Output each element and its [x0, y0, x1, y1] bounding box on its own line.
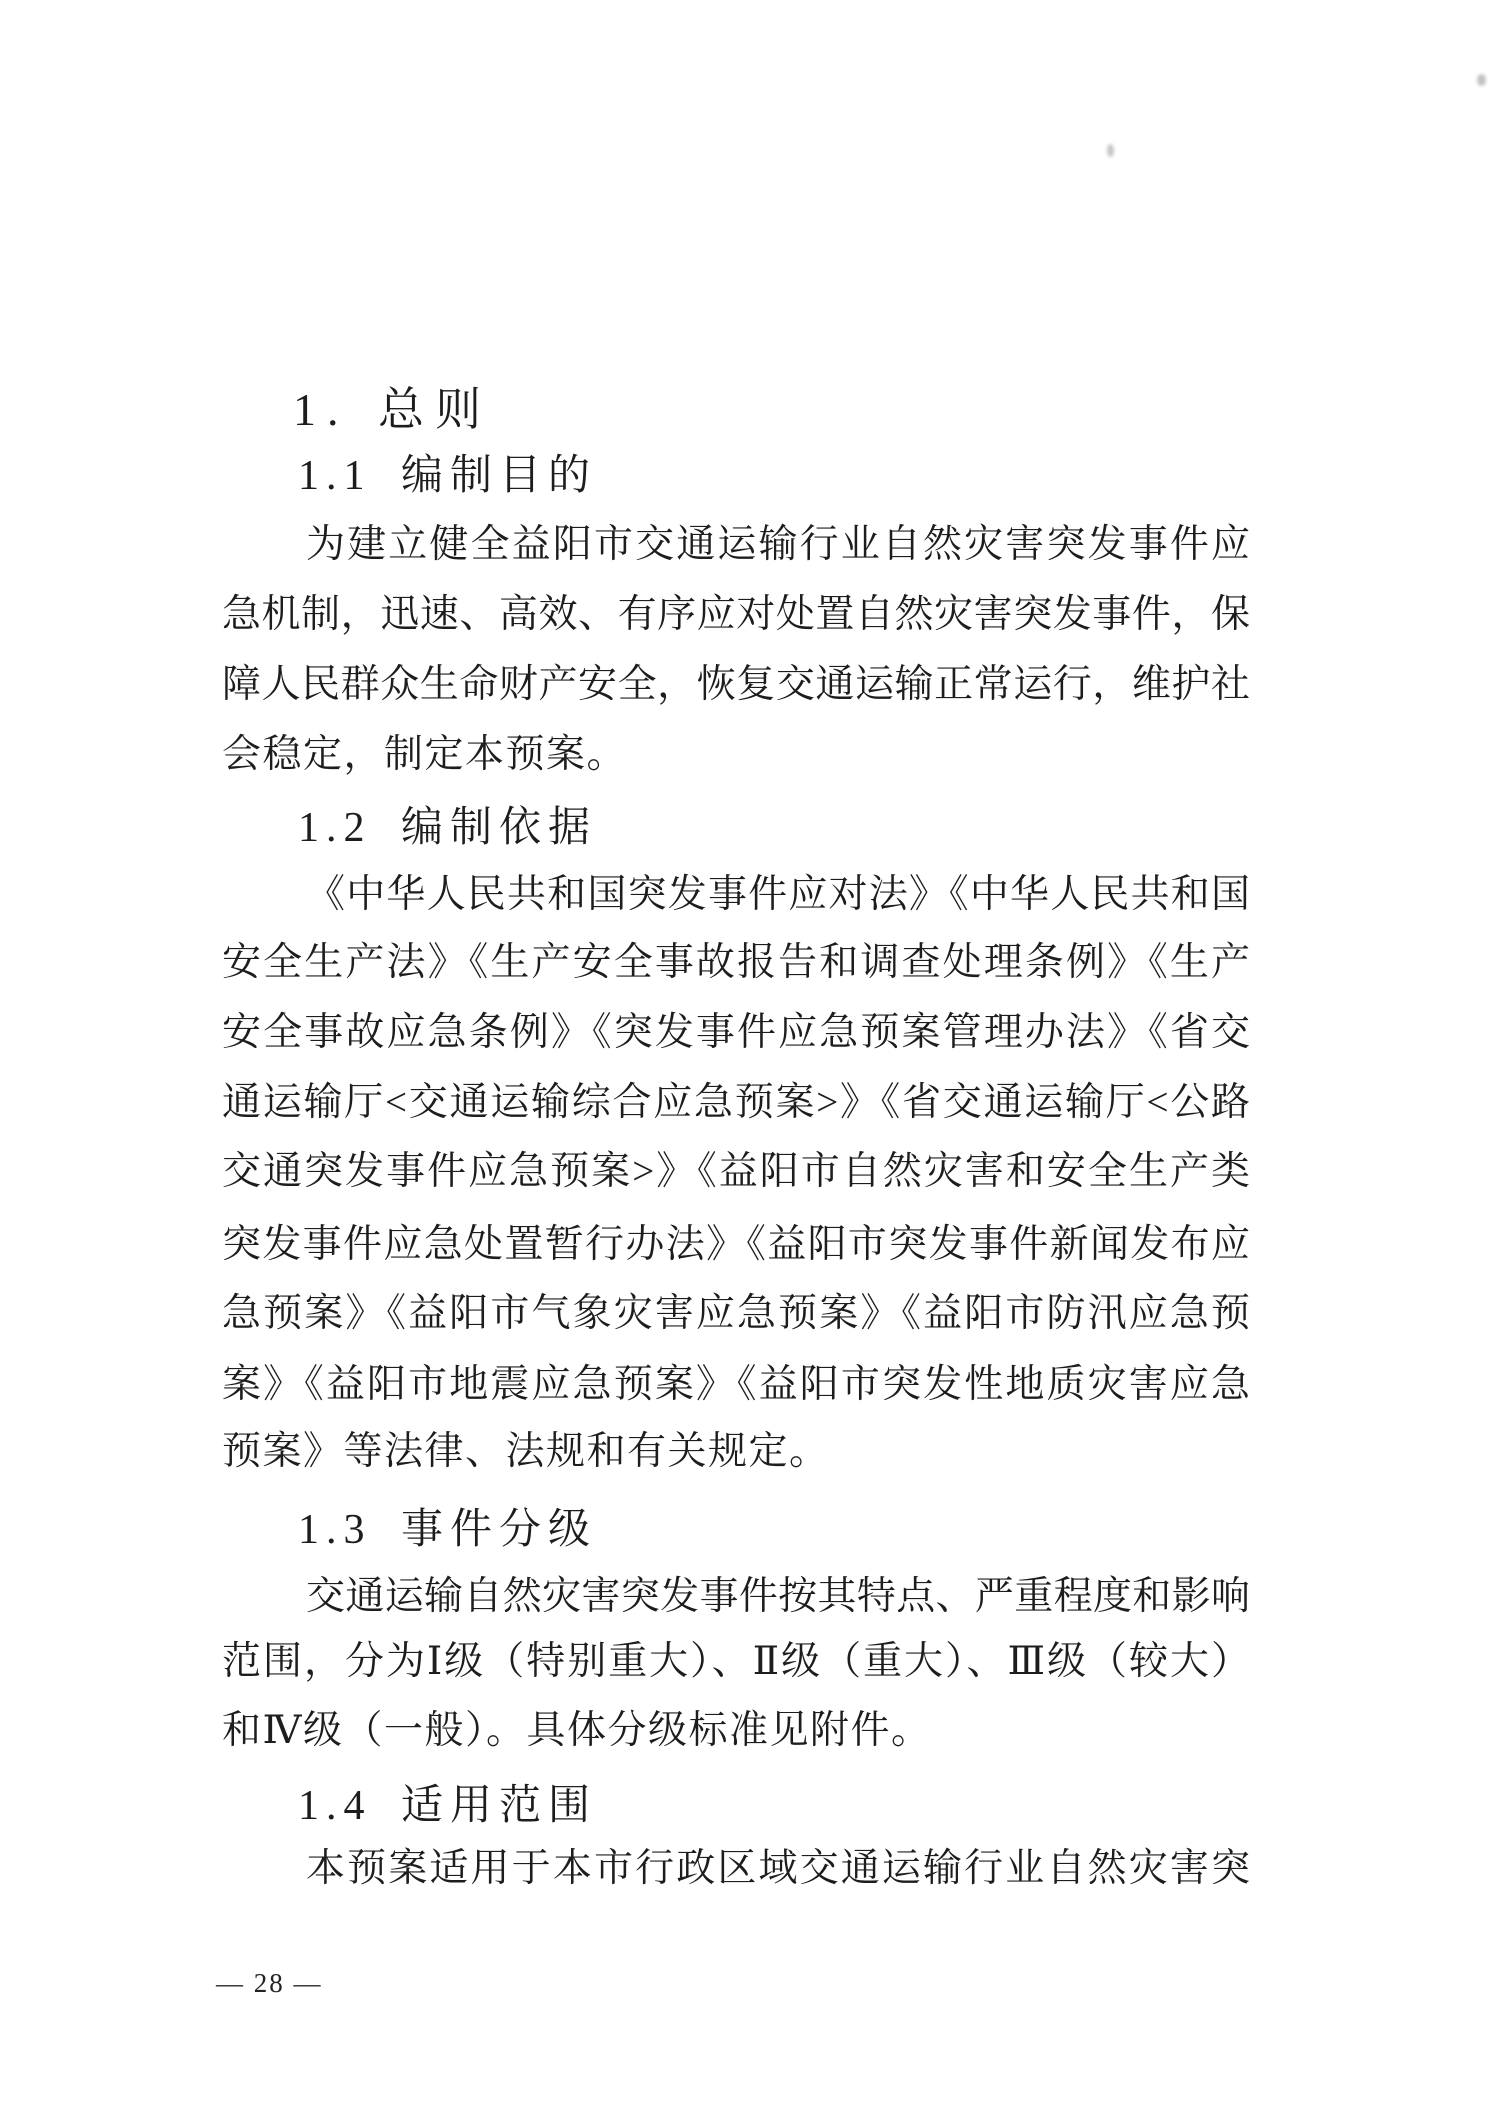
body-line: 障人民群众生命财产安全，恢复交通运输正常运行，维护社 — [222, 663, 1250, 706]
section-heading-1-2: 1.2 编制依据 — [298, 805, 598, 851]
body-line: 急机制，迅速、高效、有序应对处置自然灾害突发事件，保 — [222, 593, 1250, 636]
body-line: 交通运输自然灾害突发事件按其特点、严重程度和影响 — [306, 1575, 1250, 1618]
body-line: 突发事件应急处置暂行办法》《益阳市突发事件新闻发布应 — [222, 1223, 1250, 1266]
chapter-heading: 1. 总则 — [293, 384, 492, 435]
body-line: 和Ⅳ级（一般）。具体分级标准见附件。 — [222, 1709, 932, 1752]
text-column — [222, 0, 1250, 2105]
body-line: 安全事故应急条例》《突发事件应急预案管理办法》《省交 — [222, 1011, 1250, 1054]
body-line: 《中华人民共和国突发事件应对法》《中华人民共和国 — [306, 873, 1250, 916]
section-heading-1-4: 1.4 适用范围 — [298, 1783, 598, 1829]
section-heading-1-3: 1.3 事件分级 — [298, 1507, 598, 1553]
body-line: 预案》等法律、法规和有关规定。 — [222, 1430, 830, 1473]
scan-artifact — [1477, 74, 1486, 86]
body-line: 范围，分为Ⅰ级（特别重大）、Ⅱ级（重大）、Ⅲ级（较大） — [222, 1640, 1250, 1683]
body-line: 为建立健全益阳市交通运输行业自然灾害突发事件应 — [306, 523, 1250, 566]
body-line: 交通突发事件应急预案>》《益阳市自然灾害和安全生产类 — [222, 1150, 1250, 1193]
section-heading-1-1: 1.1 编制目的 — [298, 453, 598, 499]
body-line: 通运输厅<交通运输综合应急预案>》《省交通运输厅<公路 — [222, 1081, 1250, 1124]
body-line: 急预案》《益阳市气象灾害应急预案》《益阳市防汛应急预 — [222, 1292, 1250, 1335]
body-line: 会稳定，制定本预案。 — [222, 733, 628, 776]
body-line: 案》《益阳市地震应急预案》《益阳市突发性地质灾害应急 — [222, 1363, 1250, 1406]
page-number: — 28 — — [216, 1968, 323, 1998]
body-line: 安全生产法》《生产安全事故报告和调查处理条例》《生产 — [222, 941, 1250, 984]
body-line: 本预案适用于本市行政区域交通运输行业自然灾害突 — [306, 1847, 1250, 1890]
